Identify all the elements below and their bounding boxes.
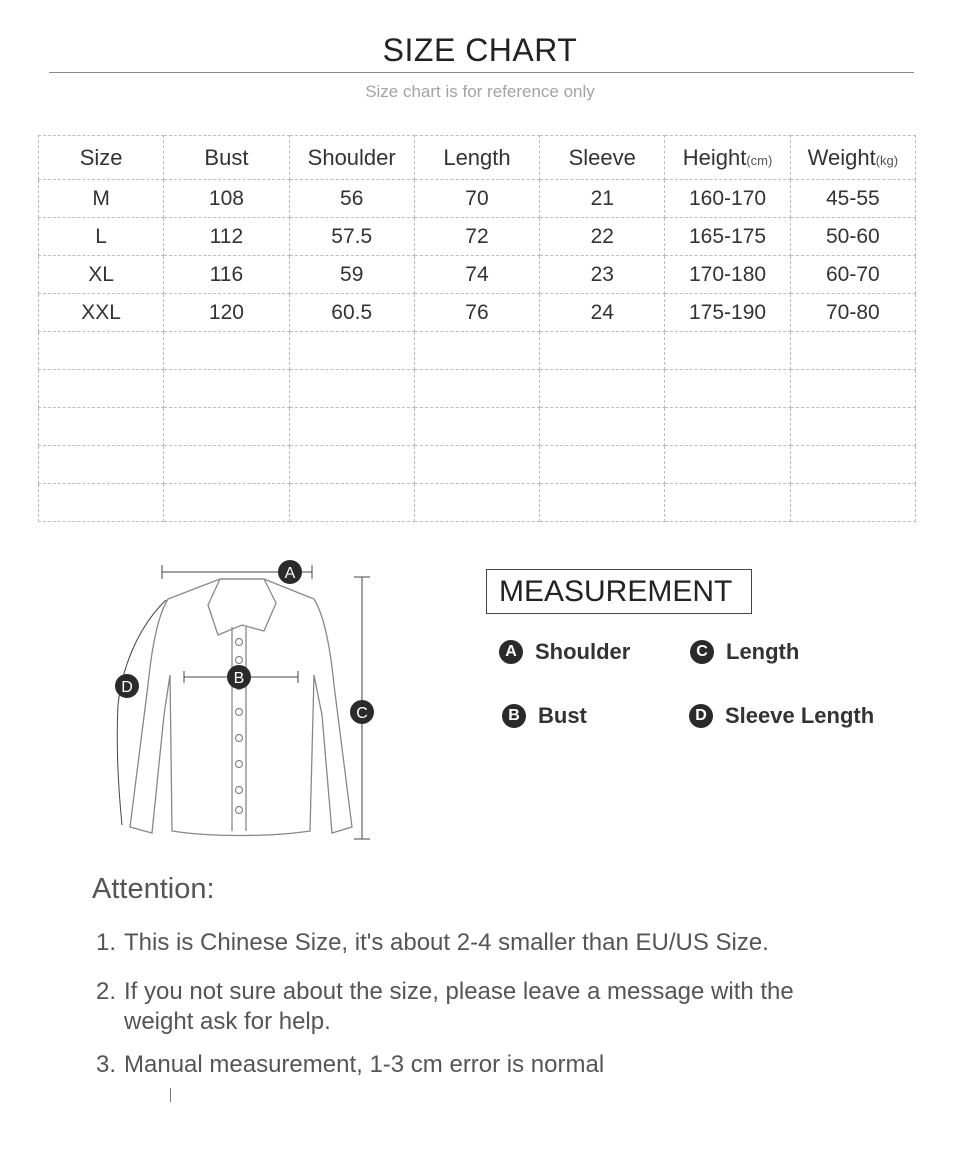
legend-label: Bust bbox=[538, 703, 587, 728]
page-title: SIZE CHART bbox=[382, 32, 578, 68]
attention-note-1: 1. This is Chinese Size, it's about 2-4 smaller than EU/US Size. bbox=[96, 929, 769, 956]
table-cell-weight: 70-80 bbox=[790, 294, 915, 332]
table-cell-weight bbox=[790, 408, 915, 446]
table-cell-bust: 116 bbox=[164, 256, 289, 294]
marker-c bbox=[350, 700, 374, 724]
table-cell-bust: 108 bbox=[164, 180, 289, 218]
table-cell-size: XXL bbox=[39, 294, 164, 332]
table-cell-sleeve bbox=[540, 484, 665, 522]
text-cursor bbox=[170, 1088, 171, 1102]
legend-item-shoulder bbox=[499, 639, 630, 665]
table-cell-length: 74 bbox=[414, 256, 539, 294]
table-cell-length: 72 bbox=[414, 218, 539, 256]
table-cell-height bbox=[665, 408, 790, 446]
table-cell-size bbox=[39, 332, 164, 370]
table-row bbox=[39, 484, 916, 522]
attention-note-3: 3. Manual measurement, 1-3 cm error is normal bbox=[96, 1051, 605, 1078]
table-cell-shoulder bbox=[289, 484, 414, 522]
column-header-shoulder: Shoulder bbox=[289, 136, 414, 180]
table-cell-weight: 50-60 bbox=[790, 218, 915, 256]
table-cell-sleeve: 24 bbox=[540, 294, 665, 332]
table-cell-height bbox=[665, 446, 790, 484]
table-cell-length bbox=[414, 446, 539, 484]
svg-text:B: B bbox=[233, 670, 245, 687]
table-cell-weight bbox=[790, 370, 915, 408]
table-cell-height bbox=[665, 332, 790, 370]
legend-label: Sleeve Length bbox=[725, 703, 875, 728]
legend-label: Shoulder bbox=[535, 639, 631, 664]
attention-note-2: 2. If you not sure about the size, please leave a message with the weight ask for help. bbox=[96, 978, 794, 1035]
shirt-outline-icon bbox=[130, 579, 352, 836]
table-cell-length bbox=[414, 370, 539, 408]
table-cell-length bbox=[414, 484, 539, 522]
table-row bbox=[39, 446, 916, 484]
table-cell-sleeve bbox=[540, 446, 665, 484]
table-cell-sleeve bbox=[540, 332, 665, 370]
table-cell-height: 170-180 bbox=[665, 256, 790, 294]
table-row bbox=[39, 408, 916, 446]
badge-d-icon: D bbox=[689, 704, 713, 728]
table-cell-height: 165-175 bbox=[665, 218, 790, 256]
table-cell-length: 70 bbox=[414, 180, 539, 218]
size-table bbox=[38, 135, 916, 522]
table-cell-weight: 45-55 bbox=[790, 180, 915, 218]
table-cell-weight bbox=[790, 446, 915, 484]
badge-c-icon: C bbox=[690, 640, 714, 664]
table-cell-bust bbox=[164, 446, 289, 484]
table-cell-sleeve: 21 bbox=[540, 180, 665, 218]
table-row bbox=[39, 180, 916, 218]
table-cell-shoulder bbox=[289, 446, 414, 484]
measurement-title: MEASUREMENT bbox=[486, 569, 752, 614]
table-row bbox=[39, 332, 916, 370]
table-cell-size: L bbox=[39, 218, 164, 256]
legend-item-length bbox=[690, 639, 799, 665]
table-cell-size bbox=[39, 370, 164, 408]
table-cell-weight bbox=[790, 332, 915, 370]
table-cell-shoulder: 57.5 bbox=[289, 218, 414, 256]
table-cell-sleeve bbox=[540, 408, 665, 446]
table-cell-shoulder: 59 bbox=[289, 256, 414, 294]
table-cell-sleeve: 22 bbox=[540, 218, 665, 256]
legend-label: Length bbox=[726, 639, 800, 664]
table-header-row bbox=[39, 136, 916, 180]
title-divider bbox=[49, 72, 914, 73]
column-header-bust: Bust bbox=[164, 136, 289, 180]
column-header-sleeve: Sleeve bbox=[540, 136, 665, 180]
table-row bbox=[39, 256, 916, 294]
table-cell-weight bbox=[790, 484, 915, 522]
legend-item-sleeve-length bbox=[689, 703, 874, 729]
table-cell-bust: 112 bbox=[164, 218, 289, 256]
column-header-height: Height(cm) bbox=[665, 136, 790, 180]
table-cell-shoulder bbox=[289, 370, 414, 408]
table-cell-sleeve bbox=[540, 370, 665, 408]
table-body bbox=[39, 180, 916, 522]
shirt-diagram bbox=[100, 555, 390, 855]
table-cell-size bbox=[39, 408, 164, 446]
page-subtitle: Size chart is for reference only bbox=[365, 82, 595, 101]
table-cell-shoulder: 56 bbox=[289, 180, 414, 218]
svg-text:D: D bbox=[121, 679, 133, 696]
column-header-length: Length bbox=[414, 136, 539, 180]
table-cell-bust: 120 bbox=[164, 294, 289, 332]
table-cell-shoulder bbox=[289, 408, 414, 446]
column-header-weight: Weight(kg) bbox=[790, 136, 915, 180]
marker-d bbox=[115, 674, 139, 698]
marker-a bbox=[278, 560, 302, 584]
table-cell-length: 76 bbox=[414, 294, 539, 332]
attention-heading: Attention: bbox=[92, 873, 215, 905]
legend-item-bust bbox=[502, 703, 587, 729]
table-cell-bust bbox=[164, 370, 289, 408]
table-cell-size: XL bbox=[39, 256, 164, 294]
table-cell-size: M bbox=[39, 180, 164, 218]
table-cell-sleeve: 23 bbox=[540, 256, 665, 294]
column-header-size: Size bbox=[39, 136, 164, 180]
table-row bbox=[39, 218, 916, 256]
table-cell-height bbox=[665, 370, 790, 408]
table-cell-height: 175-190 bbox=[665, 294, 790, 332]
table-cell-size bbox=[39, 446, 164, 484]
table-cell-size bbox=[39, 484, 164, 522]
table-cell-bust bbox=[164, 408, 289, 446]
table-row bbox=[39, 294, 916, 332]
table-row bbox=[39, 370, 916, 408]
table-cell-height: 160-170 bbox=[665, 180, 790, 218]
table-cell-shoulder bbox=[289, 332, 414, 370]
table-cell-height bbox=[665, 484, 790, 522]
table-cell-shoulder: 60.5 bbox=[289, 294, 414, 332]
table-cell-length bbox=[414, 408, 539, 446]
shirt-buttons bbox=[233, 639, 245, 814]
svg-text:A: A bbox=[284, 565, 296, 582]
badge-a-icon: A bbox=[499, 640, 523, 664]
table-cell-bust bbox=[164, 484, 289, 522]
table-cell-bust bbox=[164, 332, 289, 370]
table-cell-weight: 60-70 bbox=[790, 256, 915, 294]
svg-text:C: C bbox=[356, 705, 368, 722]
badge-b-icon: B bbox=[502, 704, 526, 728]
table-cell-length bbox=[414, 332, 539, 370]
marker-b bbox=[227, 665, 251, 689]
